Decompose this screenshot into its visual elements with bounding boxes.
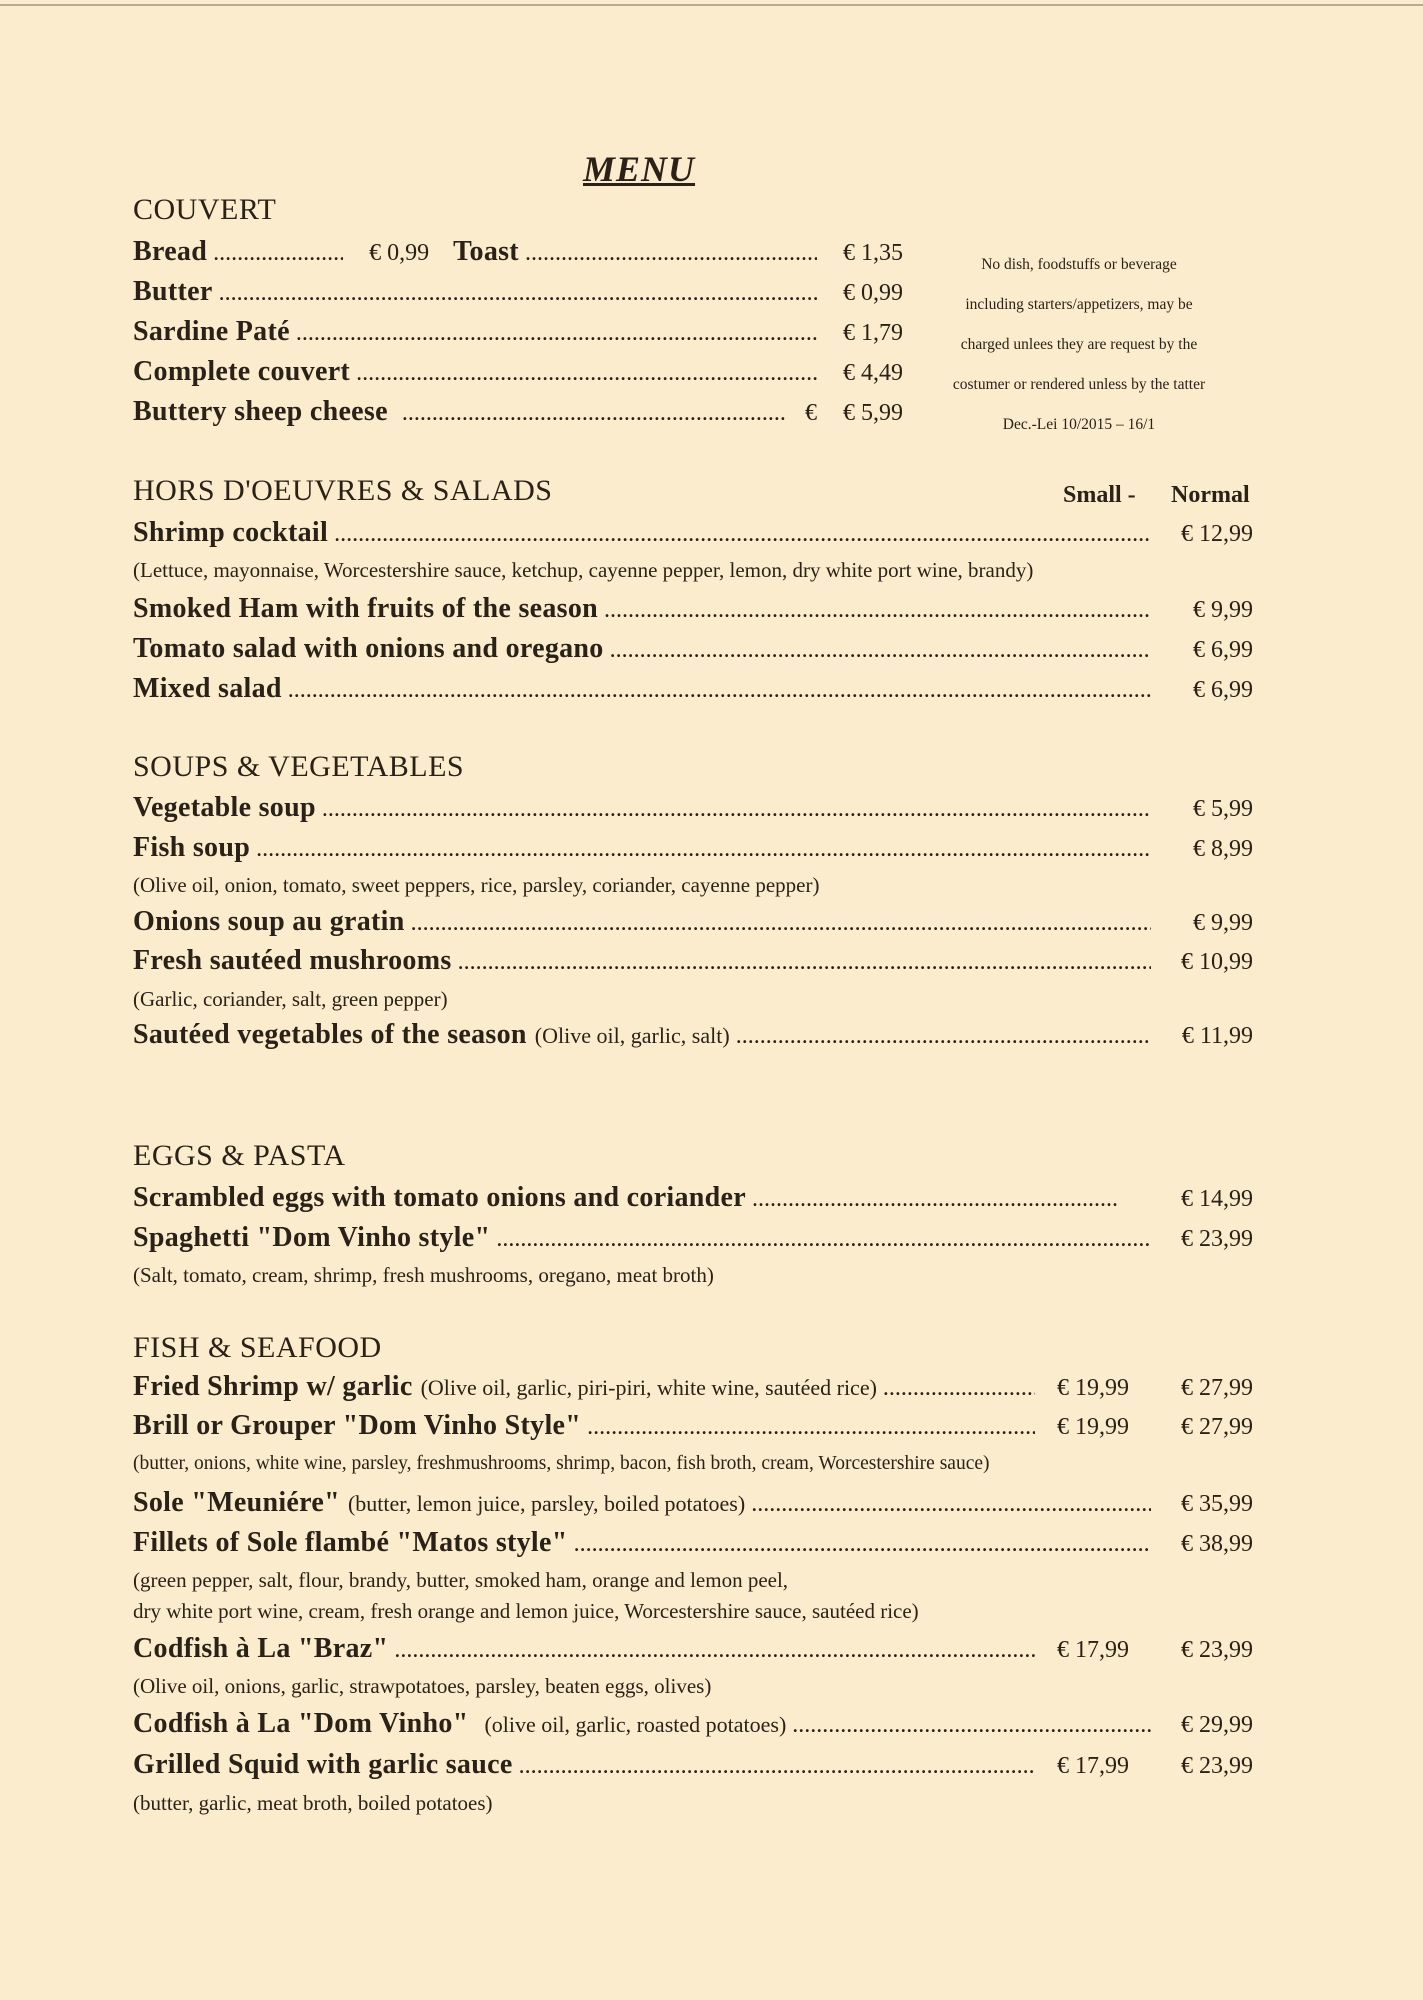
item-name: Fried Shrimp w/ garlic: [133, 1371, 413, 1402]
section-hors-heading: HORS D'OEUVRES & SALADS: [133, 474, 553, 507]
item-name: Spaghetti "Dom Vinho style": [133, 1222, 491, 1253]
item-name: Sautéed vegetables of the season: [133, 1019, 527, 1050]
item-name: Onions soup au gratin: [133, 906, 405, 937]
item-price-small: € 17,99: [1057, 1637, 1129, 1663]
item-name: Complete couvert: [133, 356, 351, 387]
leader-dots: [411, 910, 1151, 937]
leader-dots: [496, 1226, 1151, 1253]
item-price: € 10,99: [1181, 949, 1253, 975]
item-description: (Olive oil, onions, garlic, strawpotatoes, parsley, beaten eggs, olives): [133, 1674, 712, 1698]
menu-row: [133, 832, 1253, 868]
leader-dots: [334, 521, 1151, 548]
section-couvert-heading: COUVERT: [133, 193, 277, 226]
leader-dots: [213, 240, 343, 267]
leader-dots: [751, 1491, 1151, 1518]
couvert-row-cheese: [133, 396, 903, 432]
item-price-small: € 17,99: [1057, 1753, 1129, 1779]
item-price: € 6,99: [1193, 637, 1253, 663]
legal-line: charged unlees they are request by the: [960, 336, 1198, 353]
item-price: € 5,99: [1193, 796, 1253, 822]
item-currency: €: [805, 400, 817, 426]
leader-dots: [296, 320, 817, 347]
item-name: Sardine Paté: [133, 316, 290, 347]
item-name: Fish soup: [133, 832, 251, 863]
item-note: (Olive oil, garlic, salt): [534, 1023, 730, 1048]
leader-dots: [402, 400, 787, 427]
couvert-row: [133, 356, 903, 392]
item-description: dry white port wine, cream, fresh orange and lemon juice, Worcestershire sauce, sautéed rice): [133, 1599, 919, 1623]
item-note: (butter, lemon juice, parsley, boiled potatoes): [347, 1491, 746, 1516]
item-price-normal: € 27,99: [1181, 1414, 1253, 1440]
menu-row: [133, 673, 1253, 709]
item-price: € 0,99: [369, 240, 430, 266]
leader-dots: [574, 1531, 1151, 1558]
item-name: Butter: [133, 276, 213, 307]
item-name: Grilled Squid with garlic sauce: [133, 1749, 513, 1780]
leader-dots: [519, 1753, 1035, 1780]
leader-dots: [883, 1375, 1035, 1402]
leader-dots: [752, 1186, 1117, 1213]
item-description: (Garlic, coriander, salt, green pepper): [133, 987, 448, 1011]
menu-row: [133, 1182, 1253, 1218]
item-description: (green pepper, salt, flour, brandy, butter, smoked ham, orange and lemon peel,: [133, 1568, 789, 1592]
menu-title: MENU: [583, 149, 696, 189]
legal-line: including starters/appetizers, may be: [965, 296, 1193, 313]
item-name: Shrimp cocktail: [133, 517, 329, 548]
item-name: Sole "Meuniére": [133, 1487, 340, 1518]
menu-row: [133, 792, 1253, 828]
legal-line: Dec.-Lei 10/2015 – 16/1: [1002, 416, 1156, 433]
item-price: € 8,99: [1193, 836, 1253, 862]
item-price: € 14,99: [1181, 1186, 1253, 1212]
menu-row: [133, 517, 1253, 553]
section-soups-heading: SOUPS & VEGETABLES: [133, 750, 465, 783]
item-price-small: € 19,99: [1057, 1375, 1129, 1401]
page-top-edge: [0, 4, 1423, 6]
legal-notice: [919, 245, 1239, 445]
item-name: Fresh sautéed mushrooms: [133, 945, 452, 976]
item-price-small: € 19,99: [1057, 1414, 1129, 1440]
couvert-row: [133, 276, 903, 312]
leader-dots: [525, 240, 817, 267]
menu-row: [133, 1749, 1253, 1785]
menu-row: [133, 1487, 1253, 1523]
item-description: (Olive oil, onion, tomato, sweet peppers, rice, parsley, coriander, cayenne pepper): [133, 873, 820, 897]
leader-dots: [610, 637, 1151, 664]
section-fish-heading: FISH & SEAFOOD: [133, 1331, 382, 1364]
item-name: Brill or Grouper "Dom Vinho Style": [133, 1410, 582, 1441]
menu-row: [133, 1410, 1253, 1446]
menu-row: [133, 1633, 1253, 1669]
item-description: (butter, onions, white wine, parsley, freshmushrooms, shrimp, bacon, fish broth, cream, Worcestershire sauce): [133, 1453, 990, 1474]
item-note: (Olive oil, garlic, piri-piri, white wine, sautéed rice): [420, 1375, 877, 1400]
menu-row: [133, 633, 1253, 669]
item-price: € 4,49: [843, 360, 903, 386]
menu-row: [133, 593, 1253, 629]
menu-row: [133, 1371, 1253, 1407]
leader-dots: [458, 949, 1151, 976]
item-price: € 6,99: [1193, 677, 1253, 703]
leader-dots: [356, 360, 817, 387]
item-price: € 5,99: [843, 400, 903, 426]
item-price-normal: € 23,99: [1181, 1753, 1253, 1779]
couvert-row-bread-toast: [133, 236, 903, 272]
leader-dots: [256, 836, 1151, 863]
item-description: (butter, garlic, meat broth, boiled potatoes): [133, 1791, 493, 1815]
leader-dots: [288, 677, 1151, 704]
menu-row: [133, 1222, 1253, 1258]
item-note: (olive oil, garlic, roasted potatoes): [484, 1712, 787, 1737]
item-name: Tomato salad with onions and oregano: [133, 633, 604, 664]
leader-dots: [322, 796, 1151, 823]
leader-dots: [219, 280, 817, 307]
menu-row: [133, 1708, 1253, 1744]
item-name: Scrambled eggs with tomato onions and coriander: [133, 1182, 746, 1213]
item-name: Smoked Ham with fruits of the season: [133, 593, 599, 624]
item-price: € 12,99: [1181, 521, 1253, 547]
item-name: Toast: [453, 236, 519, 267]
leader-dots: [604, 597, 1151, 624]
item-price: € 9,99: [1193, 597, 1253, 623]
column-small-header: Small -: [1063, 482, 1136, 508]
column-normal-header: Normal: [1171, 482, 1250, 508]
leader-dots: [792, 1712, 1151, 1739]
item-name: Codfish à La "Braz": [133, 1633, 389, 1664]
item-name: Bread: [133, 236, 208, 267]
item-price-normal: € 38,99: [1181, 1531, 1253, 1557]
item-name: Fillets of Sole flambé "Matos style": [133, 1527, 568, 1558]
menu-row: [133, 1527, 1253, 1563]
item-price: € 1,35: [843, 240, 903, 266]
leader-dots: [394, 1637, 1035, 1664]
item-description: (Salt, tomato, cream, shrimp, fresh mushrooms, oregano, meat broth): [133, 1263, 714, 1287]
item-price: € 11,99: [1181, 1023, 1253, 1049]
item-price-normal: € 27,99: [1181, 1375, 1253, 1401]
leader-dots: [736, 1023, 1151, 1050]
item-price: € 1,79: [843, 320, 903, 346]
item-price: € 9,99: [1193, 910, 1253, 936]
item-price-normal: € 29,99: [1181, 1712, 1253, 1738]
item-name: Vegetable soup: [133, 792, 316, 823]
couvert-row: [133, 316, 903, 352]
legal-line: costumer or rendered unless by the tatter: [952, 376, 1206, 393]
item-price-normal: € 23,99: [1181, 1637, 1253, 1663]
menu-row: [133, 945, 1253, 981]
item-price: € 23,99: [1181, 1226, 1253, 1252]
menu-row: [133, 1019, 1253, 1055]
item-name: Buttery sheep cheese: [133, 396, 388, 427]
section-eggs-heading: EGGS & PASTA: [133, 1139, 346, 1172]
item-description: (Lettuce, mayonnaise, Worcestershire sauce, ketchup, cayenne pepper, lemon, dry white port wine, brandy): [133, 558, 1034, 582]
menu-row: [133, 906, 1253, 942]
leader-dots: [587, 1414, 1035, 1441]
item-price-normal: € 35,99: [1181, 1491, 1253, 1517]
item-price: € 0,99: [843, 280, 903, 306]
item-name: Mixed salad: [133, 673, 282, 704]
legal-line: No dish, foodstuffs or beverage: [981, 256, 1177, 273]
item-name: Codfish à La "Dom Vinho": [133, 1708, 469, 1739]
